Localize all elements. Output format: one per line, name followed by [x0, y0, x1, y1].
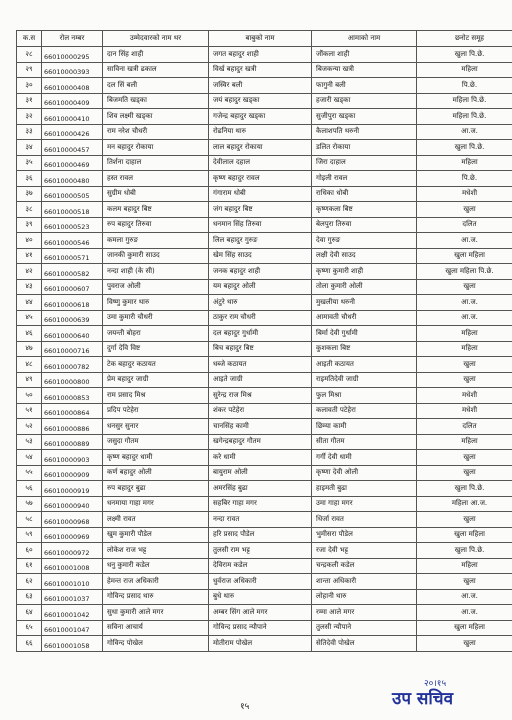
roll-number-cell: 66010001010	[42, 574, 103, 590]
roll-number-cell: 66010000410	[42, 109, 103, 125]
selection-group-cell: खुला	[417, 512, 512, 528]
serial-cell: ४८	[17, 357, 42, 373]
selection-group-cell: खुला	[417, 450, 512, 466]
serial-cell: ३२	[17, 109, 42, 125]
selection-group-cell: मधेशी	[417, 403, 512, 419]
mother-name-cell: जौंकला शाही	[312, 47, 417, 63]
candidate-name-cell: दान सिंह शाही	[103, 47, 209, 63]
table-row	[17, 636, 512, 652]
father-name-cell: तुलसी राम भट्ट	[209, 543, 312, 559]
header-father-name: बाबुको नाम	[209, 31, 312, 47]
selection-group-cell: महिला आ.ज.	[417, 496, 512, 512]
roll-number-cell: 66010001008	[42, 558, 103, 574]
father-name-cell: जगत बहादुर शाही	[209, 47, 312, 63]
signature-title: उप सचिव	[392, 689, 454, 709]
table-body	[17, 47, 512, 652]
mother-name-cell: बिजकन्या खत्री	[312, 62, 417, 78]
serial-cell: ४१	[17, 248, 42, 264]
candidate-name-cell: सुधा कुमारी आले मगर	[103, 605, 209, 621]
father-name-cell: देवीलाल दहाल	[209, 155, 312, 171]
mother-name-cell: कलावती पटेहेरा	[312, 403, 417, 419]
candidate-name-cell: शिव लक्ष्मी खड्का	[103, 109, 209, 125]
candidate-name-cell: लोकेश राज भट्ट	[103, 543, 209, 559]
father-name-cell: मोतीराम पोखेल	[209, 636, 312, 652]
serial-cell: ५०	[17, 388, 42, 404]
mother-name-cell: कैलाशपति थरुनी	[312, 124, 417, 140]
table-row	[17, 47, 512, 63]
table-row	[17, 450, 512, 466]
father-name-cell: अमरसिंह बुढा	[209, 481, 312, 497]
candidate-name-cell: गोविन्द प्रसाद थारु	[103, 589, 209, 605]
father-name-cell: अंटुरे थारु	[209, 295, 312, 311]
selection-group-cell: आ.ज.	[417, 605, 512, 621]
selection-group-cell: महिला पि.छे.	[417, 109, 512, 125]
selection-group-cell: खुला पि.छे.	[417, 481, 512, 497]
roll-number-cell: 66010000940	[42, 496, 103, 512]
selection-group-cell: खुला पि.छे.	[417, 140, 512, 156]
father-name-cell: जंग बहादुर बिष्ट	[209, 202, 312, 218]
table-row	[17, 155, 512, 171]
roll-number-cell: 66010000919	[42, 481, 103, 497]
mother-name-cell: राइमतिदेवी जाग्री	[312, 372, 417, 388]
candidate-name-cell: राम नरेश चौधरी	[103, 124, 209, 140]
father-name-cell: बुधे थारु	[209, 589, 312, 605]
roll-number-cell: 66010000393	[42, 62, 103, 78]
father-name-cell: गोविन्द प्रसाद न्यौपाने	[209, 620, 312, 636]
roll-number-cell: 66010000716	[42, 341, 103, 357]
roll-number-cell: 66010000426	[42, 124, 103, 140]
selection-group-cell: खुला	[417, 202, 512, 218]
candidate-table	[16, 30, 512, 652]
mother-name-cell: कृष्णा देवी ओली	[312, 465, 417, 481]
page-number: १५	[240, 702, 250, 712]
father-name-cell: जनक बहादुर शाही	[209, 264, 312, 280]
serial-cell: ६१	[17, 558, 42, 574]
roll-number-cell: 66010000295	[42, 47, 103, 63]
selection-group-cell: दलित	[417, 419, 512, 435]
roll-number-cell: 66010000607	[42, 279, 103, 295]
candidate-name-cell: धनु कुमारी कडेल	[103, 558, 209, 574]
father-name-cell: आइते जाग्री	[209, 372, 312, 388]
mother-name-cell: लक्षी देवी साउद	[312, 248, 417, 264]
table-row	[17, 434, 512, 450]
mother-name-cell: कुशकला बिष्ट	[312, 341, 417, 357]
roll-number-cell: 66010000618	[42, 295, 103, 311]
header-selection-group: छनोट समूह	[417, 31, 512, 47]
father-name-cell: लाल बहादुर रोकाया	[209, 140, 312, 156]
candidate-name-cell: रुप बहादुर तिरुवा	[103, 217, 209, 233]
father-name-cell: धनमान सिंह तिरुवा	[209, 217, 312, 233]
roll-number-cell: 66010000518	[42, 202, 103, 218]
table-row	[17, 388, 512, 404]
selection-group-cell: मधेशी	[417, 186, 512, 202]
selection-group-cell: खुला पि.छे.	[417, 543, 512, 559]
roll-number-cell: 66010000886	[42, 419, 103, 435]
mother-name-cell: भुमीसरा पौडेल	[312, 527, 417, 543]
table-row	[17, 574, 512, 590]
mother-name-cell: फागुनी बली	[312, 78, 417, 94]
father-name-cell: ठाकुर राम चौधरी	[209, 310, 312, 326]
candidate-name-cell: खुम कुमारी पौडेल	[103, 527, 209, 543]
table-row	[17, 527, 512, 543]
mother-name-cell: डलित रोकाया	[312, 140, 417, 156]
mother-name-cell: बेलपुरा तिरुवा	[312, 217, 417, 233]
table-row	[17, 171, 512, 187]
selection-group-cell: खुला पि.छे.	[417, 47, 512, 63]
header-mother-name: आमाको नाम	[312, 31, 417, 47]
father-name-cell: शंकर पटेहेरा	[209, 403, 312, 419]
table-row	[17, 620, 512, 636]
serial-cell: ३६	[17, 171, 42, 187]
roll-number-cell: 66010000968	[42, 512, 103, 528]
mother-name-cell: सेतिदेवी पोखेल	[312, 636, 417, 652]
candidate-name-cell: सविना आचार्य	[103, 620, 209, 636]
mother-name-cell: गर्गी देवी धामी	[312, 450, 417, 466]
roll-number-cell: 66010000972	[42, 543, 103, 559]
selection-group-cell: महिला	[417, 326, 512, 342]
selection-group-cell: महिला	[417, 558, 512, 574]
father-name-cell: सहबिर गाहा मगर	[209, 496, 312, 512]
roll-number-cell: 66010000969	[42, 527, 103, 543]
serial-cell: ३९	[17, 217, 42, 233]
serial-cell: ६६	[17, 636, 42, 652]
table-row	[17, 78, 512, 94]
father-name-cell: बिच बहादुर बिष्ट	[209, 341, 312, 357]
mother-name-cell: छिम्या कामी	[312, 419, 417, 435]
candidate-name-cell: टेक बहादुर कठायत	[103, 357, 209, 373]
roll-number-cell: 66010000571	[42, 248, 103, 264]
selection-group-cell: मधेशी	[417, 388, 512, 404]
table-row	[17, 62, 512, 78]
table-row	[17, 481, 512, 497]
table-row	[17, 124, 512, 140]
serial-cell: ३१	[17, 93, 42, 109]
serial-cell: ५१	[17, 403, 42, 419]
father-name-cell: गजेन्द्र बहादुर खड्का	[209, 109, 312, 125]
roll-number-cell: 66010000640	[42, 326, 103, 342]
candidate-name-cell: बिजमति खड्का	[103, 93, 209, 109]
serial-cell: ५८	[17, 512, 42, 528]
mother-name-cell: लोहानी थारु	[312, 589, 417, 605]
roll-number-cell: 66010000853	[42, 388, 103, 404]
candidate-name-cell: विष्णु कुमार थारु	[103, 295, 209, 311]
father-name-cell: जयं बहादुर खड्का	[209, 93, 312, 109]
selection-group-cell: महिला पि.छे.	[417, 93, 512, 109]
father-name-cell: बायुराम ओली	[209, 465, 312, 481]
selection-group-cell: महिला	[417, 155, 512, 171]
candidate-name-cell: मन बहादुर रोकाया	[103, 140, 209, 156]
candidate-name-cell: रुप बहादुर बुढा	[103, 481, 209, 497]
table-row	[17, 496, 512, 512]
father-name-cell: अम्बर सिंग आले मगर	[209, 605, 312, 621]
table-row	[17, 264, 512, 280]
table-row	[17, 419, 512, 435]
father-name-cell: रोढनिया थारु	[209, 124, 312, 140]
serial-cell: ६०	[17, 543, 42, 559]
selection-group-cell: महिला	[417, 434, 512, 450]
selection-group-cell: खुला महिला	[417, 620, 512, 636]
mother-name-cell: रजा देवी भट्ट	[312, 543, 417, 559]
father-name-cell: जस्विर बली	[209, 78, 312, 94]
serial-cell: ४७	[17, 341, 42, 357]
serial-cell: ३५	[17, 155, 42, 171]
selection-group-cell: महिला	[417, 62, 512, 78]
signature-date: २०।१५	[424, 679, 447, 689]
candidate-name-cell: दल सिं बली	[103, 78, 209, 94]
table-row	[17, 186, 512, 202]
roll-number-cell: 66010000864	[42, 403, 103, 419]
table-row	[17, 233, 512, 249]
table-row	[17, 202, 512, 218]
candidate-name-cell: उमा कुमारी चौधरी	[103, 310, 209, 326]
table-row	[17, 357, 512, 373]
roll-number-cell: 66010000889	[42, 434, 103, 450]
roll-number-cell: 66010000469	[42, 155, 103, 171]
mother-name-cell: शान्ता अधिकारी	[312, 574, 417, 590]
serial-cell: ४२	[17, 264, 42, 280]
serial-cell: ५६	[17, 481, 42, 497]
roll-number-cell: 66010000800	[42, 372, 103, 388]
selection-group-cell: खुला	[417, 574, 512, 590]
candidate-name-cell: जयन्ती बोहरा	[103, 326, 209, 342]
header-roll-number: रोल नम्बर	[42, 31, 103, 47]
serial-cell: ५९	[17, 527, 42, 543]
selection-group-cell: खुला	[417, 357, 512, 373]
selection-group-cell: आ.ज.	[417, 295, 512, 311]
table-row	[17, 589, 512, 605]
candidate-list-sheet	[16, 30, 506, 652]
mother-name-cell: गोइली रावल	[312, 171, 417, 187]
mother-name-cell: चन्द्रकली कडेल	[312, 558, 417, 574]
candidate-name-cell: धनसुर सुनार	[103, 419, 209, 435]
father-name-cell: करे धामी	[209, 450, 312, 466]
mother-name-cell: उमा गाहा मगर	[312, 496, 417, 512]
roll-number-cell: 66010000505	[42, 186, 103, 202]
father-name-cell: खेम सिंह साउद	[209, 248, 312, 264]
candidate-name-cell: नन्दा शाही (के सी)	[103, 264, 209, 280]
roll-number-cell: 66010000909	[42, 465, 103, 481]
table-row	[17, 372, 512, 388]
table-row	[17, 109, 512, 125]
father-name-cell: चानसिंह कामी	[209, 419, 312, 435]
serial-cell: ३८	[17, 202, 42, 218]
selection-group-cell: खुला	[417, 372, 512, 388]
mother-name-cell: सुजीपुरा खड्का	[312, 109, 417, 125]
serial-cell: ५५	[17, 465, 42, 481]
father-name-cell: विर्ख बहादुर खत्री	[209, 62, 312, 78]
selection-group-cell: महिला	[417, 341, 512, 357]
roll-number-cell: 66010000408	[42, 78, 103, 94]
father-name-cell: दल बहादुर गुर्धामी	[209, 326, 312, 342]
roll-number-cell: 66010000782	[42, 357, 103, 373]
mother-name-cell: कृष्णकला बिष्ट	[312, 202, 417, 218]
table-row	[17, 326, 512, 342]
selection-group-cell: खुला	[417, 465, 512, 481]
father-name-cell: खगेन्द्रबहादुर गौतम	[209, 434, 312, 450]
mother-name-cell: रम्मा आले मगर	[312, 605, 417, 621]
father-name-cell: हरि प्रसाद पौडेल	[209, 527, 312, 543]
mother-name-cell: हाइमती बुढा	[312, 481, 417, 497]
table-row	[17, 465, 512, 481]
table-row	[17, 543, 512, 559]
father-name-cell: धुर्वराज अधिकारी	[209, 574, 312, 590]
candidate-name-cell: कलम बहादुर बिष्ट	[103, 202, 209, 218]
serial-cell: ४६	[17, 326, 42, 342]
serial-cell: ५७	[17, 496, 42, 512]
serial-cell: ५२	[17, 419, 42, 435]
mother-name-cell: धिर्जा रावत	[312, 512, 417, 528]
mother-name-cell: बिर्मा देवी गुर्धामी	[312, 326, 417, 342]
header-candidate-name: उम्मेदवारको नाम थर	[103, 31, 209, 47]
roll-number-cell: 66010000523	[42, 217, 103, 233]
roll-number-cell: 66010000639	[42, 310, 103, 326]
selection-group-cell: खुला महिला पि.छे.	[417, 264, 512, 280]
selection-group-cell: आ.ज.	[417, 124, 512, 140]
mother-name-cell: कृष्णा कुमारी शाही	[312, 264, 417, 280]
table-row	[17, 140, 512, 156]
selection-group-cell: पि.छे.	[417, 78, 512, 94]
mother-name-cell: तुलसी न्यौपाने	[312, 620, 417, 636]
serial-cell: ४०	[17, 233, 42, 249]
table-row	[17, 558, 512, 574]
mother-name-cell: जिरा दाहाल	[312, 155, 417, 171]
father-name-cell: देविराम कडेल	[209, 558, 312, 574]
mother-name-cell: राधिका धोबी	[312, 186, 417, 202]
selection-group-cell: आ.ज.	[417, 233, 512, 249]
candidate-name-cell: प्रेम बहादुर जाग्री	[103, 372, 209, 388]
serial-cell: ५३	[17, 434, 42, 450]
candidate-name-cell: तिर्शना दाहाल	[103, 155, 209, 171]
mother-name-cell: आइती कठायत	[312, 357, 417, 373]
serial-cell: ३४	[17, 140, 42, 156]
father-name-cell: सुरेन्द्र राज मिश्र	[209, 388, 312, 404]
mother-name-cell: देवा गुरुङ	[312, 233, 417, 249]
table-row	[17, 217, 512, 233]
table-row	[17, 295, 512, 311]
selection-group-cell: खुला महिला	[417, 248, 512, 264]
mother-name-cell: हजारी खड्का	[312, 93, 417, 109]
roll-number-cell: 66010000582	[42, 264, 103, 280]
roll-number-cell: 66010001037	[42, 589, 103, 605]
serial-cell: ४४	[17, 295, 42, 311]
candidate-name-cell: धनमाया गाहा मगर	[103, 496, 209, 512]
selection-group-cell: खुला	[417, 636, 512, 652]
table-row	[17, 279, 512, 295]
candidate-name-cell: दुर्गा देवि विष्ट	[103, 341, 209, 357]
mother-name-cell: आमावती चौधरी	[312, 310, 417, 326]
serial-cell: ५४	[17, 450, 42, 466]
father-name-cell: गंगाराम धोबी	[209, 186, 312, 202]
mother-name-cell: तोला कुमारी ओली	[312, 279, 417, 295]
table-row	[17, 310, 512, 326]
candidate-name-cell: कमला गुरुङ	[103, 233, 209, 249]
roll-number-cell: 66010001042	[42, 605, 103, 621]
mother-name-cell: मुखलीया थरुनी	[312, 295, 417, 311]
candidate-name-cell: हस्त रावल	[103, 171, 209, 187]
selection-group-cell: खुला	[417, 279, 512, 295]
father-name-cell: यम बहादुर ओली	[209, 279, 312, 295]
selection-group-cell: दलित	[417, 217, 512, 233]
candidate-name-cell: हेमन्त राज अधिकारी	[103, 574, 209, 590]
serial-cell: ३०	[17, 78, 42, 94]
table-row	[17, 341, 512, 357]
table-header-row	[17, 31, 512, 47]
candidate-name-cell: सुग्रीम धोबी	[103, 186, 209, 202]
roll-number-cell: 66010000480	[42, 171, 103, 187]
mother-name-cell: फुल मिश्रा	[312, 388, 417, 404]
roll-number-cell: 66010000409	[42, 93, 103, 109]
candidate-name-cell: प्रदिप पटेहेरा	[103, 403, 209, 419]
candidate-name-cell: जसुदा गौतम	[103, 434, 209, 450]
serial-cell: २८	[17, 47, 42, 63]
selection-group-cell: खुला महिला	[417, 527, 512, 543]
candidate-name-cell: जानकी कुमारी साउद	[103, 248, 209, 264]
roll-number-cell: 66010000546	[42, 233, 103, 249]
candidate-name-cell: कृष्ण बहादुर धामी	[103, 450, 209, 466]
roll-number-cell: 66010000903	[42, 450, 103, 466]
roll-number-cell: 66010001047	[42, 620, 103, 636]
selection-group-cell: पि.छे.	[417, 171, 512, 187]
header-serial: क.स	[17, 31, 42, 47]
table-row	[17, 248, 512, 264]
father-name-cell: धब्जे कठायत	[209, 357, 312, 373]
table-row	[17, 605, 512, 621]
roll-number-cell: 66010000457	[42, 140, 103, 156]
serial-cell: ६२	[17, 574, 42, 590]
serial-cell: ६५	[17, 620, 42, 636]
table-row	[17, 512, 512, 528]
selection-group-cell: आ.ज.	[417, 589, 512, 605]
serial-cell: ६३	[17, 589, 42, 605]
table-row	[17, 403, 512, 419]
serial-cell: ४३	[17, 279, 42, 295]
table-row	[17, 93, 512, 109]
father-name-cell: लिल बहादुर गुरुङ	[209, 233, 312, 249]
father-name-cell: कृष्ण बहादुर रावल	[209, 171, 312, 187]
candidate-name-cell: गोविन्द पोखेल	[103, 636, 209, 652]
father-name-cell: नन्दा रावत	[209, 512, 312, 528]
roll-number-cell: 66010001058	[42, 636, 103, 652]
selection-group-cell: आ.ज.	[417, 310, 512, 326]
candidate-name-cell: कर्ण बहादुर ओली	[103, 465, 209, 481]
serial-cell: ४५	[17, 310, 42, 326]
serial-cell: ३७	[17, 186, 42, 202]
mother-name-cell: सीता गौतम	[312, 434, 417, 450]
candidate-name-cell: लक्ष्मी रावत	[103, 512, 209, 528]
serial-cell: ६४	[17, 605, 42, 621]
serial-cell: ३३	[17, 124, 42, 140]
candidate-name-cell: साविना खत्री ढकाल	[103, 62, 209, 78]
candidate-name-cell: राम प्रसाद मिश्र	[103, 388, 209, 404]
serial-cell: ४९	[17, 372, 42, 388]
serial-cell: २९	[17, 62, 42, 78]
candidate-name-cell: पुवराज ओली	[103, 279, 209, 295]
